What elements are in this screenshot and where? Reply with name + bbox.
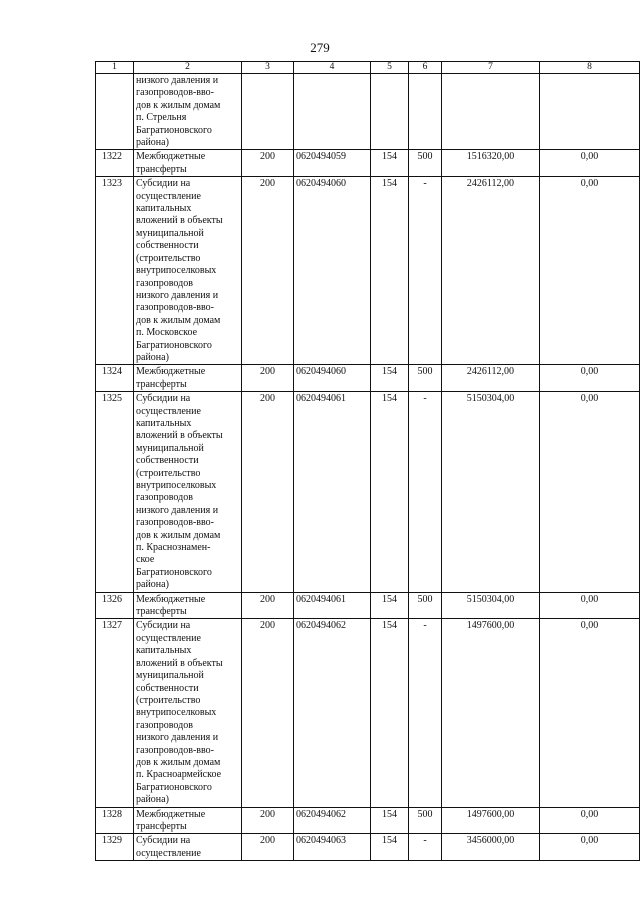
- row-col3: 200: [242, 365, 294, 392]
- column-header: 8: [540, 62, 640, 74]
- table-row: [96, 392, 640, 593]
- column-header: 2: [134, 62, 242, 74]
- row-name: Субсидии на осуществление: [134, 834, 242, 861]
- row-col5: 154: [371, 619, 409, 807]
- table-row: [96, 619, 640, 807]
- row-col4: 0620494059: [294, 150, 371, 177]
- row-col8: 0,00: [540, 365, 640, 392]
- table-row: [96, 592, 640, 619]
- row-col5: 154: [371, 150, 409, 177]
- row-col5: 154: [371, 177, 409, 365]
- table-row: [96, 834, 640, 861]
- row-number: 1323: [96, 177, 134, 365]
- row-col4: 0620494063: [294, 834, 371, 861]
- row-number: 1326: [96, 592, 134, 619]
- column-header: 4: [294, 62, 371, 74]
- row-col7: 1497600,00: [442, 619, 540, 807]
- row-number: [96, 74, 134, 150]
- row-col4: [294, 74, 371, 150]
- row-name: Межбюджетные трансферты: [134, 150, 242, 177]
- row-name: Субсидии на осуществление капитальных вложений в объекты муниципальной собственности (строительство внутрипоселковых газопроводов низкого давления и газопроводов-вво- дов к жилым домам п. Красноармейское Багратионовского района): [134, 619, 242, 807]
- column-header: 3: [242, 62, 294, 74]
- row-col4: 0620494061: [294, 392, 371, 593]
- row-col7: 5150304,00: [442, 592, 540, 619]
- row-col5: 154: [371, 365, 409, 392]
- table-header-row: [96, 62, 640, 74]
- row-col7: [442, 74, 540, 150]
- page-number: 279: [310, 40, 330, 55]
- row-col5: 154: [371, 592, 409, 619]
- row-col3: 200: [242, 807, 294, 834]
- row-col6: [409, 74, 442, 150]
- row-col6: 500: [409, 150, 442, 177]
- row-col5: 154: [371, 807, 409, 834]
- row-col7: 2426112,00: [442, 365, 540, 392]
- row-col6: -: [409, 392, 442, 593]
- row-col8: 0,00: [540, 592, 640, 619]
- row-col8: 0,00: [540, 177, 640, 365]
- row-col6: -: [409, 619, 442, 807]
- row-col5: 154: [371, 834, 409, 861]
- row-col3: 200: [242, 392, 294, 593]
- row-number: 1327: [96, 619, 134, 807]
- row-col6: 500: [409, 365, 442, 392]
- row-number: 1329: [96, 834, 134, 861]
- row-col4: 0620494061: [294, 592, 371, 619]
- row-col7: 3456000,00: [442, 834, 540, 861]
- row-col3: 200: [242, 592, 294, 619]
- row-col6: 500: [409, 807, 442, 834]
- column-header: 1: [96, 62, 134, 74]
- budget-table: [95, 61, 640, 861]
- table-row: [96, 150, 640, 177]
- row-col6: -: [409, 177, 442, 365]
- column-header: 6: [409, 62, 442, 74]
- row-col7: 2426112,00: [442, 177, 540, 365]
- row-number: 1328: [96, 807, 134, 834]
- row-col3: [242, 74, 294, 150]
- row-name: Субсидии на осуществление капитальных вложений в объекты муниципальной собственности (строительство внутрипоселковых газопроводов низкого давления и газопроводов-вво- дов к жилым домам п. Краснознамен- ское Багратионовского района): [134, 392, 242, 593]
- table-body: [96, 74, 640, 861]
- row-number: 1324: [96, 365, 134, 392]
- row-col4: 0620494062: [294, 619, 371, 807]
- row-col4: 0620494060: [294, 365, 371, 392]
- row-col8: 0,00: [540, 150, 640, 177]
- row-number: 1322: [96, 150, 134, 177]
- row-col5: 154: [371, 392, 409, 593]
- row-col6: -: [409, 834, 442, 861]
- column-header: 5: [371, 62, 409, 74]
- row-name: Межбюджетные трансферты: [134, 592, 242, 619]
- row-name: низкого давления и газопроводов-вво- дов к жилым домам п. Стрельня Багратионовского района): [134, 74, 242, 150]
- row-col7: 1497600,00: [442, 807, 540, 834]
- row-col8: 0,00: [540, 619, 640, 807]
- row-col7: 5150304,00: [442, 392, 540, 593]
- table-row: [96, 365, 640, 392]
- row-col8: 0,00: [540, 807, 640, 834]
- row-col7: 1516320,00: [442, 150, 540, 177]
- table-row: [96, 177, 640, 365]
- row-col5: [371, 74, 409, 150]
- row-name: Межбюджетные трансферты: [134, 807, 242, 834]
- row-col3: 200: [242, 177, 294, 365]
- row-col8: [540, 74, 640, 150]
- column-header: 7: [442, 62, 540, 74]
- row-col3: 200: [242, 150, 294, 177]
- row-col6: 500: [409, 592, 442, 619]
- table-row: [96, 807, 640, 834]
- row-col4: 0620494060: [294, 177, 371, 365]
- table-row: [96, 74, 640, 150]
- row-name: Субсидии на осуществление капитальных вложений в объекты муниципальной собственности (строительство внутрипоселковых газопроводов низкого давления и газопроводов-вво- дов к жилым домам п. Московское Багратионовского района): [134, 177, 242, 365]
- row-number: 1325: [96, 392, 134, 593]
- row-name: Межбюджетные трансферты: [134, 365, 242, 392]
- row-col3: 200: [242, 619, 294, 807]
- row-col8: 0,00: [540, 834, 640, 861]
- row-col4: 0620494062: [294, 807, 371, 834]
- row-col3: 200: [242, 834, 294, 861]
- row-col8: 0,00: [540, 392, 640, 593]
